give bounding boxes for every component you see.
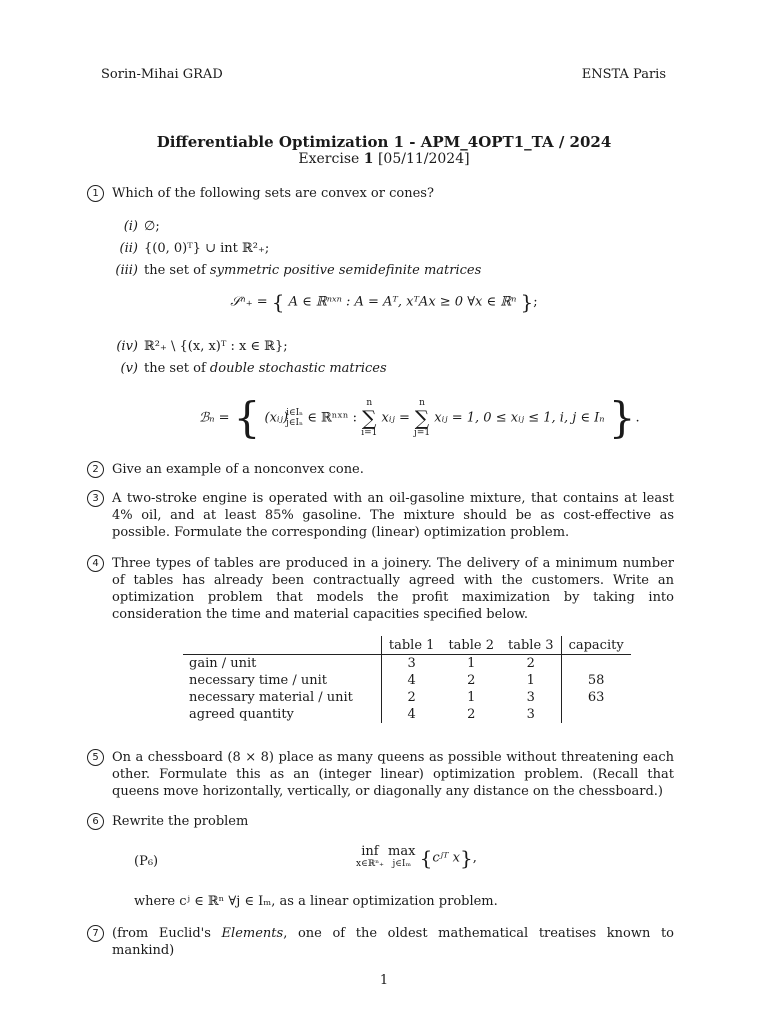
table-row (183, 706, 631, 723)
exercise-number-badge: 4 (87, 555, 104, 572)
table-cell: 2 (467, 673, 476, 688)
ds-element: (xᵢⱼ) (264, 410, 289, 426)
row-label: gain / unit (189, 656, 257, 671)
sum-i (361, 398, 377, 438)
right-brace-icon: } (459, 846, 473, 870)
p6-where: where cʲ ∈ ℝⁿ ∀j ∈ Iₘ, as a linear optimization problem. (134, 894, 498, 909)
capacity-table (183, 636, 631, 723)
exercise-text: Which of the following sets are convex or cones? (112, 186, 434, 201)
p6-inf-sub: x∈ℝⁿ₊ (356, 859, 384, 869)
sum-bottom: i=1 (361, 428, 378, 438)
table-cell: 58 (561, 672, 631, 689)
exercise-number: 1 (363, 151, 374, 167)
table-cell (561, 706, 631, 723)
table-cell (561, 655, 631, 673)
table-cell: 4 (381, 672, 441, 689)
psd-formula (0, 290, 768, 314)
exercise-text: On a chessboard (8 × 8) place as many queens as possible without threatening each other. Formulate this as an (integer linear) optimization problem. (Recall that queens move horizontally, vertically, or diagonally any distance on the chessboard.) (112, 750, 674, 799)
table-cell: 4 (381, 706, 441, 723)
ds-index-top: i∈Iₙ (286, 408, 304, 418)
item-v (108, 361, 387, 376)
p6-max (388, 845, 415, 871)
table-cell: 3 (526, 690, 535, 705)
sum-bottom: j=1 (414, 428, 431, 438)
exercise-text: Give an example of a nonconvex cone. (112, 462, 364, 477)
table-row (183, 672, 631, 689)
table-cell: 63 (561, 689, 631, 706)
exercise-text: A two-stroke engine is operated with an oil-gasoline mixture, that contains at least 4% oil, and at least 85% gasoline. The mixture should be as cost-effective as possible. Formulate the corresponding (linear) optimization problem. (112, 491, 674, 540)
sum-symbol-icon: ∑ (362, 406, 377, 430)
p6-inf-text: inf (361, 844, 379, 859)
exercise-number-badge: 2 (87, 461, 104, 478)
column-header: capacity (561, 636, 631, 655)
page-number: 1 (379, 973, 389, 988)
exercise-number-badge: 6 (87, 813, 104, 830)
item-text: the set of (144, 361, 210, 376)
p6-end: , (472, 850, 477, 866)
p6-max-text: max (388, 844, 416, 859)
left-brace-icon: { (419, 846, 433, 870)
ds-in: ∈ ℝⁿˣⁿ : (307, 410, 358, 426)
item-label: (i) (123, 219, 138, 234)
exercise-7 (92, 925, 675, 959)
table-cell: 2 (526, 656, 535, 671)
table-cell: 2 (467, 707, 476, 722)
item-ii (108, 241, 269, 256)
table-row (183, 655, 631, 673)
item-text: the set of (144, 263, 210, 278)
item-emphasis: double stochastic matrices (209, 361, 387, 376)
exercise-number-badge: 5 (87, 749, 104, 766)
item-iii (108, 263, 481, 278)
exercise-3 (92, 490, 674, 541)
psd-body: A ∈ ℝⁿˣⁿ : A = Aᵀ, xᵀAx ≥ 0 ∀x ∈ ℝⁿ (288, 294, 517, 310)
ds-end: . (635, 410, 640, 426)
p6-max-sub: j∈Iₘ (392, 859, 411, 869)
item-iv (108, 339, 288, 354)
item-label: (iv) (116, 339, 138, 354)
exercise-number-badge: 7 (87, 925, 104, 942)
psd-lhs: 𝒮ⁿ₊ = (230, 294, 268, 310)
item-i (108, 219, 160, 234)
sum-j (414, 398, 430, 438)
p6-body: cʲᵀ x (432, 850, 460, 866)
capacity-table-wrapper (183, 636, 631, 723)
ds-term-1: xᵢⱼ = (381, 410, 410, 426)
p6-label: (P₆) (134, 854, 159, 869)
institution-header: ENSTA Paris (581, 67, 666, 82)
item-label: (v) (120, 361, 138, 376)
table-cell: 1 (526, 673, 535, 688)
exercise-text: Rewrite the problem (112, 814, 249, 829)
table-corner (183, 636, 381, 655)
ds-index (286, 408, 303, 428)
exercise-number-badge: 3 (87, 490, 104, 507)
ds-lhs: ℬₙ = (199, 410, 230, 426)
item-text: ℝ²₊ \ {(x, x)ᵀ : x ∈ ℝ}; (144, 339, 288, 354)
author-header: Sorin-Mihai GRAD (101, 67, 223, 82)
item-label: (iii) (115, 263, 138, 278)
document-title: Differentiable Optimization 1 - APM_4OPT1_TA / 2024 (156, 133, 612, 151)
table-header-row (183, 636, 631, 655)
table-cell: 1 (467, 656, 476, 671)
subtitle-prefix: Exercise (298, 151, 360, 167)
table-cell: 2 (381, 689, 441, 706)
row-label: necessary time / unit (189, 673, 327, 688)
double-stochastic-formula (199, 393, 649, 447)
column-header: table 2 (441, 636, 501, 655)
right-brace-icon: } (608, 393, 636, 442)
column-header: table 1 (381, 636, 441, 655)
item-text: ∅; (144, 219, 160, 234)
column-header: table 3 (501, 636, 561, 655)
table-cell: 3 (526, 707, 535, 722)
exercise-6 (92, 813, 674, 830)
table-cell: 1 (467, 690, 476, 705)
p6-inf (356, 845, 384, 871)
sum-top: n (419, 398, 425, 408)
ds-index-bottom: j∈Iₙ (286, 418, 304, 428)
exercise-text-after: , one of the oldest mathematical treatises known to mankind) (112, 926, 675, 958)
left-brace-icon: { (233, 393, 261, 442)
exercise-text: Three types of tables are produced in a joinery. The delivery of a minimum number of tables has already been contractually agreed with the customers. Write an optimization problem that models the profit maximization by taking into consideration the time and material capacities specified below. (112, 556, 674, 622)
sum-symbol-icon: ∑ (414, 406, 430, 430)
right-brace-icon: } (520, 290, 534, 314)
document-subtitle (0, 151, 768, 167)
ds-term-2: xᵢⱼ = 1, 0 ≤ xᵢⱼ ≤ 1, i, j ∈ Iₙ (434, 410, 605, 426)
row-label: necessary material / unit (189, 690, 353, 705)
item-label: (ii) (119, 241, 138, 256)
item-text: {(0, 0)ᵀ} ∪ int ℝ²₊; (144, 241, 270, 256)
left-brace-icon: { (271, 290, 285, 314)
exercise-date: [05/11/2024] (377, 151, 470, 167)
exercise-emphasis: Elements (221, 926, 284, 941)
exercise-1 (92, 185, 674, 202)
exercise-4 (92, 555, 674, 623)
exercise-text-before: (from Euclid's (112, 926, 222, 941)
exercise-2 (92, 461, 674, 478)
row-label: agreed quantity (189, 707, 294, 722)
table-cell: 3 (381, 655, 441, 673)
exercise-5 (92, 749, 674, 800)
p6-formula (356, 845, 477, 871)
exercise-number-badge: 1 (87, 185, 104, 202)
table-row (183, 689, 631, 706)
psd-end: ; (533, 294, 538, 310)
item-emphasis: symmetric positive semidefinite matrices (209, 263, 482, 278)
sum-top: n (366, 398, 373, 408)
